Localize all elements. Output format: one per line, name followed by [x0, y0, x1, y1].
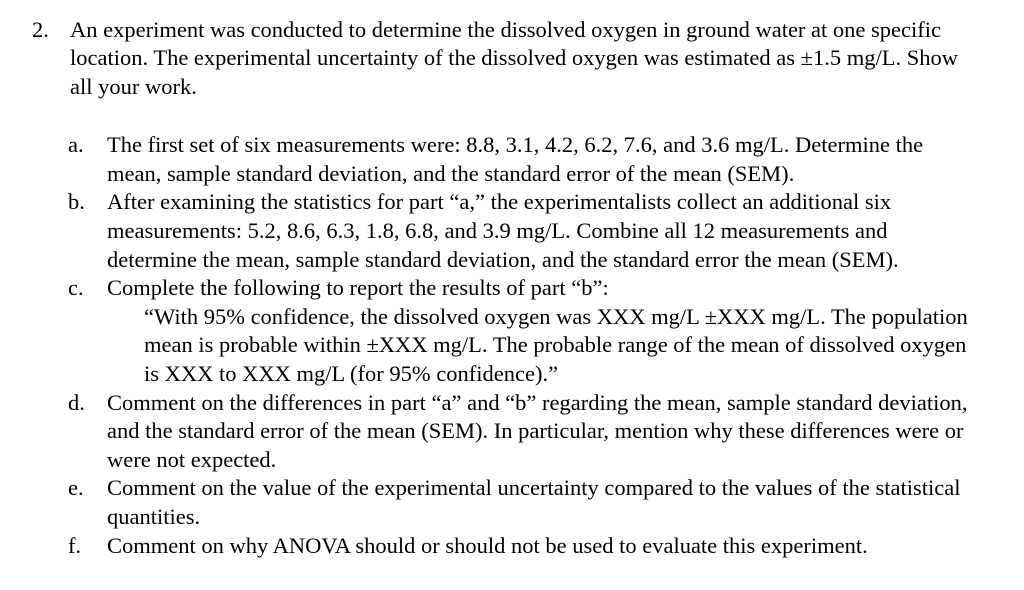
sub-question-text: Comment on the value of the experimental uncertainty compared to the values of the statistical quantities. — [107, 475, 961, 529]
sub-question-label: a. — [68, 132, 84, 158]
problem-statement: An experiment was conducted to determine the dissolved oxygen in ground water at one specific location. The experimental uncertainty of the dissolved oxygen was estimated as ±1.5 mg/L. Show all your work. — [70, 17, 958, 99]
sub-question-text: Complete the following to report the results of part “b”: — [107, 275, 609, 301]
sub-question-c — [68, 274, 978, 388]
report-template-quote: “With 95% confidence, the dissolved oxygen was XXX mg/L ±XXX mg/L. The population mean is probable within ±XXX mg/L. The probable range of the mean of dissolved oxygen is XXX to XXX mg/L (for 95% confidence).” — [144, 303, 968, 386]
problem-number: 2. — [32, 17, 49, 42]
sub-question-b — [68, 188, 978, 274]
sub-question-text: Comment on the differences in part “a” and “b” regarding the mean, sample standard deviation, and the standard error of the mean (SEM). In particular, mention why these differences were or were not expected. — [107, 389, 968, 472]
sub-question-label: c. — [68, 275, 84, 301]
sub-question-text: The first set of six measurements were: 8.8, 3.1, 4.2, 6.2, 7.6, and 3.6 mg/L. Determine the mean, sample standard deviation, and the standard error of the mean (SEM). — [107, 132, 924, 186]
sub-question-text: After examining the statistics for part “a,” the experimentalists collect an additional six measurements: 5.2, 8.6, 6.3, 1.8, 6.8, and 3.9 mg/L. Combine all 12 measurements and determine the mean, sample standard deviation, and the standard error the mean (SEM). — [107, 189, 899, 272]
problem-2 — [32, 16, 992, 560]
sub-question-text: Comment on why ANOVA should or should not be used to evaluate this experiment. — [107, 532, 868, 558]
sub-question-e — [68, 474, 978, 531]
sub-question-label: e. — [68, 475, 84, 501]
sub-question-f — [68, 532, 978, 561]
problem-statement-row — [32, 16, 992, 101]
sub-question-label: d. — [68, 389, 85, 415]
sub-question-list — [68, 131, 978, 560]
sub-question-d — [68, 389, 978, 475]
sub-question-body — [107, 274, 980, 388]
sub-question-label: f. — [68, 532, 82, 558]
sub-question-label: b. — [68, 189, 85, 215]
sub-question-a — [68, 131, 978, 188]
